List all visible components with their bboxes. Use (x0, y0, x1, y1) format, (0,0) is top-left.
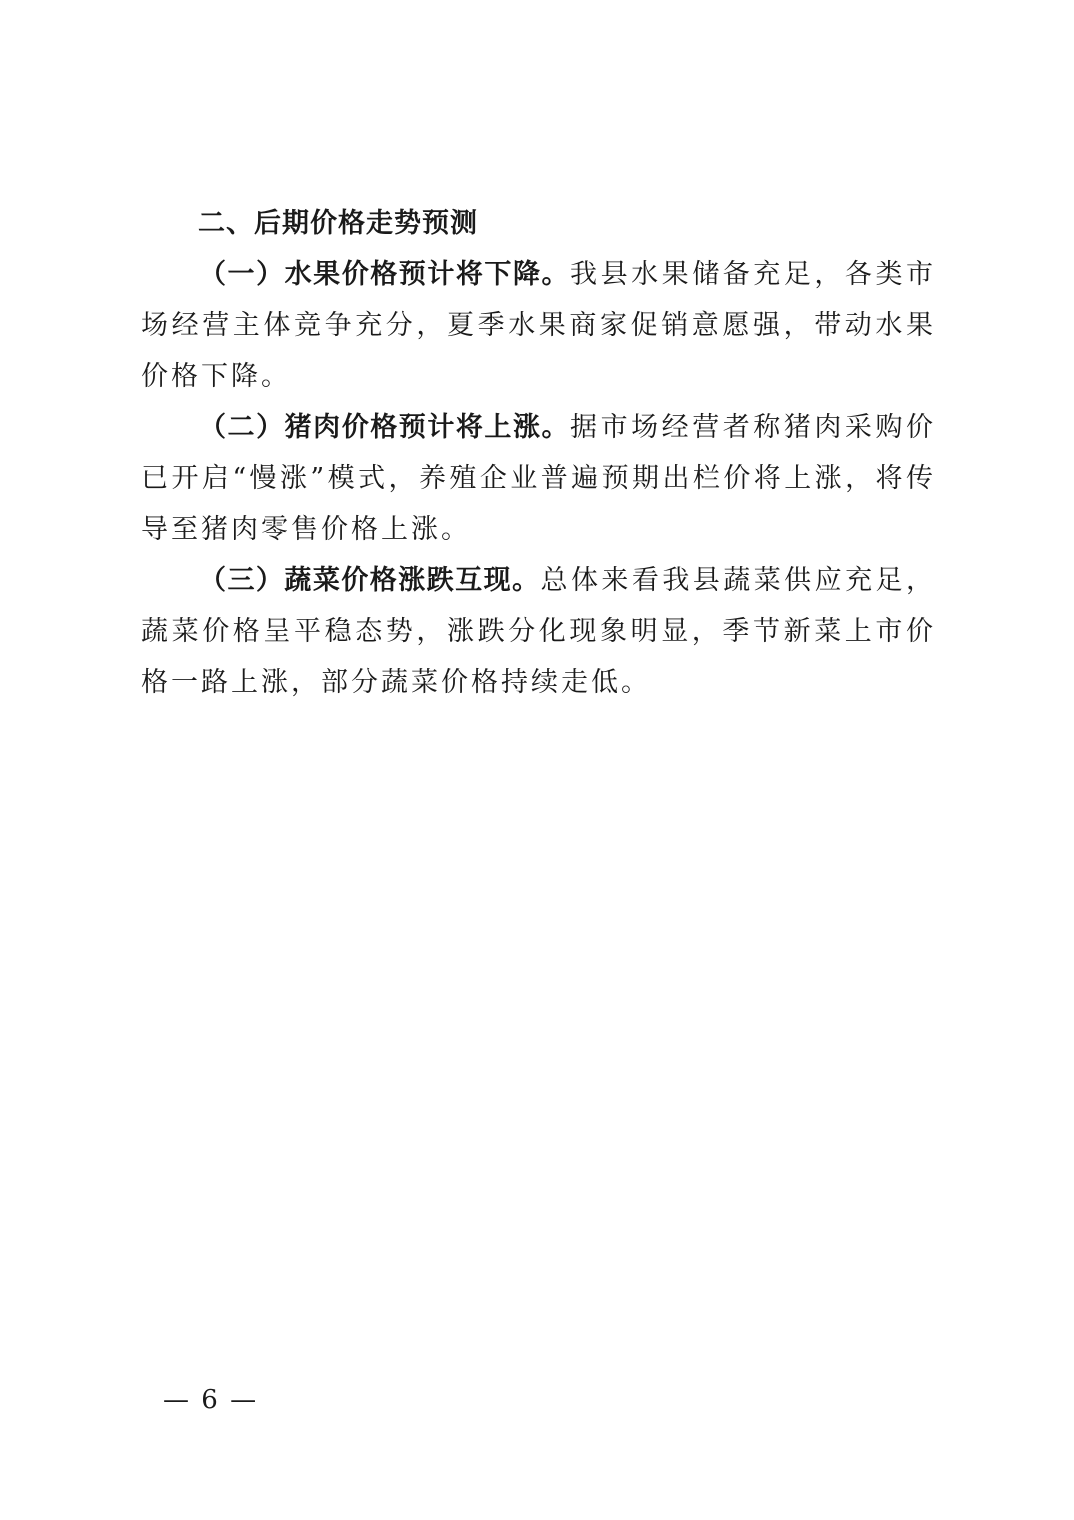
paragraph-lead: （二）猪肉价格预计将上涨。 (199, 412, 571, 443)
paragraph-body: 总体来看我县蔬菜供应充足，蔬菜价格呈平稳态势，涨跌分化现象明显，季节新菜上市价格一路上涨，部分蔬菜价格持续走低。 (141, 565, 936, 698)
paragraph-fruit-price (141, 249, 936, 402)
section-heading: 二、后期价格走势预测 (198, 208, 478, 239)
paragraph-lead: （一）水果价格预计将下降。 (199, 259, 571, 290)
paragraph-vegetable-price (141, 555, 936, 708)
paragraph-pork-price (141, 402, 936, 555)
paragraph-body: 我县水果储备充足，各类市场经营主体竞争充分，夏季水果商家促销意愿强，带动水果价格下降。 (141, 259, 937, 392)
page-number: — 6 — (163, 1385, 259, 1415)
paragraph-lead: （三）蔬菜价格涨跌互现。 (199, 565, 541, 596)
paragraph-body: 据市场经营者称猪肉采购价已开启“慢涨”模式，养殖企业普遍预期出栏价将上涨，将传导至猪肉零售价格上涨。 (141, 412, 937, 545)
document-body (141, 198, 936, 708)
